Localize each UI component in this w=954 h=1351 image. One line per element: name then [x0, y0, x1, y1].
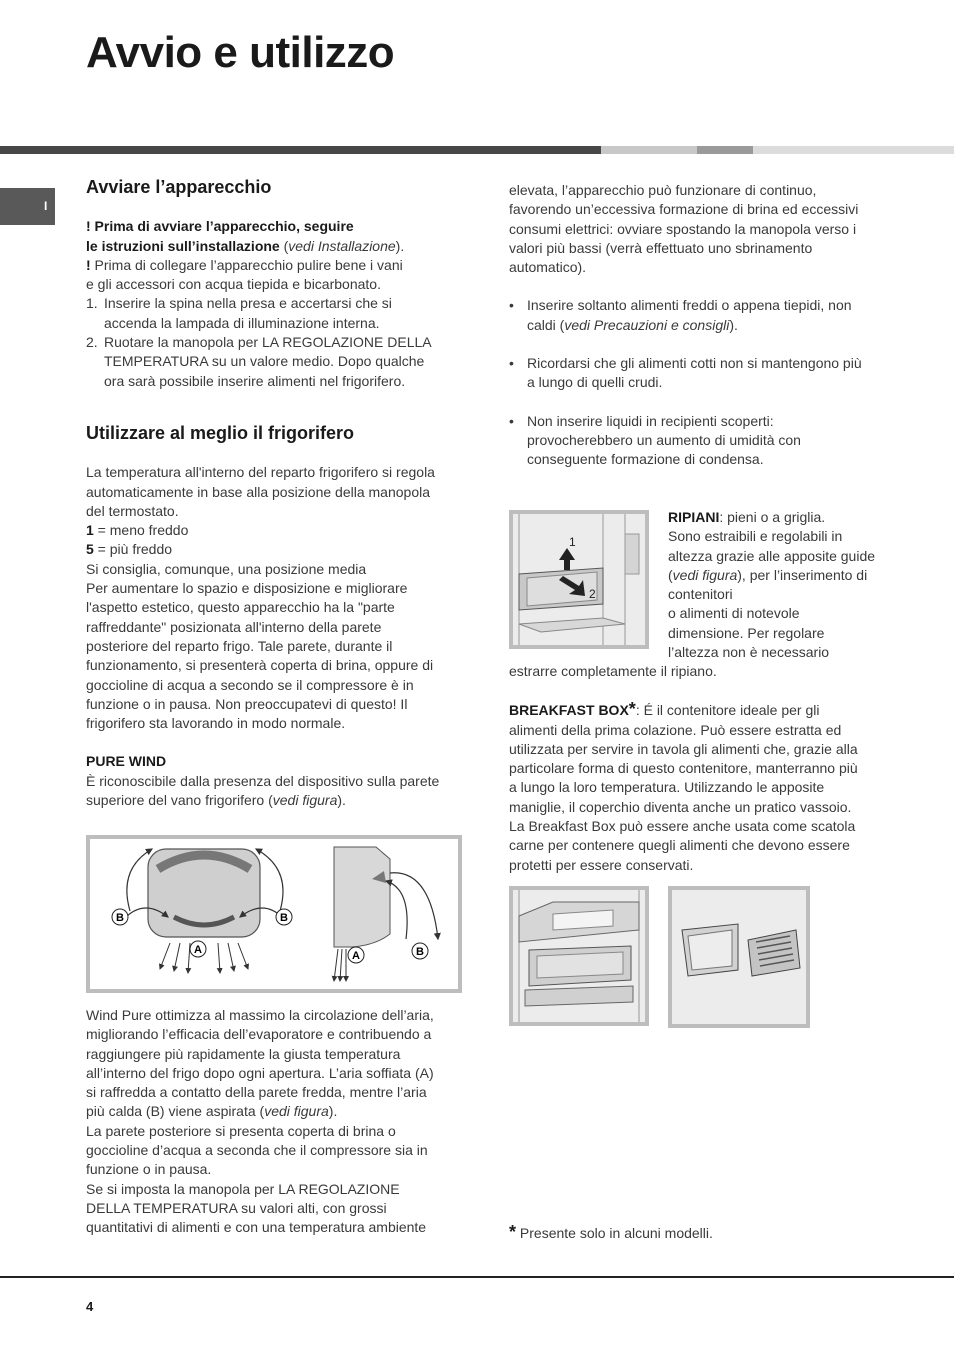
shelves-text: RIPIANI: pieni o a griglia. Sono estraibili e regolabili in altezza grazie alle apposite guide (vedi figura), per l’inserimento di contenitori o alimenti di notevole dimensione. Per regolare l’altezza non è necessario: [668, 509, 876, 661]
pure-wind-title: PURE WIND: [86, 753, 167, 770]
air-flow-diagram: [90, 839, 458, 989]
shelf-figure: [509, 510, 649, 649]
label-a-right: A: [352, 950, 360, 962]
cold-wall-paragraph: Si consiglia, comunque, una posizione media Per aumentare lo spazio e disposizione e migliorare l'aspetto estetico, questo apparecchio ha la "parte raffreddante" posizionata all'interno della parete posteriore del reparto frigo. Tale parete, durante il funzionamento, si presenterà coperta di brina, oppure di goccioline di acqua a secondo se il compressore è in funzione o in pausa. Non preoccupatevi di questo! Il frigorifero sta lavorando in modo normale.: [86, 560, 434, 732]
page-number: 4: [86, 1299, 94, 1314]
wind-pure-paragraph: Wind Pure ottimizza al massimo la circolazione dell’aria, migliorando l’efficacia dell’evaporatore e contribuendo a raggiungere più rapidamente la giusta temperatura all’interno del frigo dopo ogni apertura. L’aria soffiata (A) si raffredda a contatto della parete fredda, mentre l’aria più calda (B) viene aspirata (vedi figura).: [86, 1007, 434, 1120]
continuation-paragraph: elevata, l’apparecchio può funzionare di continuo, favorendo un’eccessiva formazione di brina ed eccessivi consumi elettrici: ovviare spostando la manopola verso i valori più bassi (verrà effettuato uno sbrinamento automatico).: [509, 182, 859, 276]
bullet-cooked-food: • Ricordarsi che gli alimenti cotti non si mantengono più a lungo di quelli crudi.: [509, 355, 862, 391]
warning-clean: ! Prima di collegare l’apparecchio pulire bene i vani e gli accessori con acqua tiepida e bicarbonato.: [86, 256, 403, 293]
label-b-left: B: [116, 912, 124, 924]
shelf-illustration: [513, 514, 645, 645]
box-and-lid-illustration: [672, 890, 806, 1024]
bullet-cold-food: • Inserire soltanto alimenti freddi o appena tiepidi, non caldi (vedi Precauzioni e consigli).: [509, 297, 852, 333]
step-2: 2. Ruotare la manopola per LA REGOLAZIONE DELLA TEMPERATURA su un valore medio. Dopo qualche ora sarà possibile inserire alimenti nel frigorifero.: [86, 334, 432, 389]
scale-5: 5 = più freddo: [86, 541, 173, 558]
footnote: * Presente solo in alcuni modelli.: [509, 1222, 713, 1242]
drawer-illustration: [513, 890, 645, 1022]
scale-1: 1 = meno freddo: [86, 522, 189, 539]
breakfast-box-open-figure: [668, 886, 810, 1028]
label-b-side: B: [416, 946, 424, 958]
shelf-step-2: 2: [589, 587, 596, 601]
bullet-liquids: • Non inserire liquidi in recipienti scoperti: provocherebbero un aumento di umidità con conseguente formazione di condensa.: [509, 412, 801, 468]
breakfast-box-installed-figure: [509, 886, 649, 1026]
section-title-usage: Utilizzare al meglio il frigorifero: [86, 422, 355, 443]
pure-wind-intro: È riconoscibile dalla presenza del dispositivo sulla parete superiore del vano frigorifero (vedi figura).: [86, 772, 440, 809]
breakfast-box-title: BREAKFAST BOX: [509, 702, 629, 719]
shelves-title: RIPIANI: [668, 509, 720, 525]
right-column: [509, 181, 899, 470]
language-tab: I: [0, 188, 55, 225]
label-b-right: B: [280, 912, 288, 924]
page-title: Avvio e utilizzo: [86, 28, 395, 77]
step-1: 1. Inserire la spina nella presa e accertarsi che si accenda la lampada di illuminazione interna.: [86, 295, 392, 331]
footer-rule: [0, 1276, 954, 1278]
pure-wind-figure: [86, 835, 462, 993]
section-title-start: Avviare l’apparecchio: [86, 177, 272, 197]
temperature-paragraph: La temperatura all'interno del reparto frigorifero si regola automaticamente in base alla posizione della manopola del termostato.: [86, 464, 435, 519]
shelves-text-end: estrarre completamente il ripiano. BREAKFAST BOX*: É il contenitore ideale per gli alimenti della prima colazione. Può essere estratta ed utilizzata per servire in tavola gli alimenti che, grazie alla particolare forma di questo contenitore, manterranno più a lungo la loro temperatura. Utilizzando le apposite maniglie, il coperchio diventa anche un pratico vassoio. La Breakfast Box può essere anche usata come scatola carne per contenere quegli alimenti che devono essere protetti per essere conservati.: [509, 662, 899, 875]
breakfast-box-paragraph: BREAKFAST BOX*: É il contenitore ideale per gli alimenti della prima colazione. Può essere estratta ed utilizzata per servire in tavola gli alimenti che, grazie alla particolare forma di questo contenitore, manterranno più a lungo la loro temperatura. Utilizzando le apposite maniglie, il coperchio diventa anche un pratico vassoio. La Breakfast Box può essere anche usata come scatola carne per contenere quegli alimenti che devono essere protetti per essere conservati.: [509, 699, 858, 873]
label-a-left: A: [194, 944, 202, 956]
shelf-step-1: 1: [569, 535, 576, 549]
left-column-bottom: [86, 1006, 466, 1238]
warning-install: ! Prima di avviare l’apparecchio, seguire le istruzioni sull’installazione (vedi Installazione).: [86, 218, 405, 254]
frost-paragraph: La parete posteriore si presenta coperta di brina o goccioline d’acqua a seconda che il compressore sia in funzione o in pausa. Se si imposta la manopola per LA REGOLAZIONE DELLA TEMPERATURA su valori alti, con grossi quantitativi di alimenti e con una temperatura ambiente: [86, 1122, 428, 1236]
left-column: [86, 178, 466, 810]
